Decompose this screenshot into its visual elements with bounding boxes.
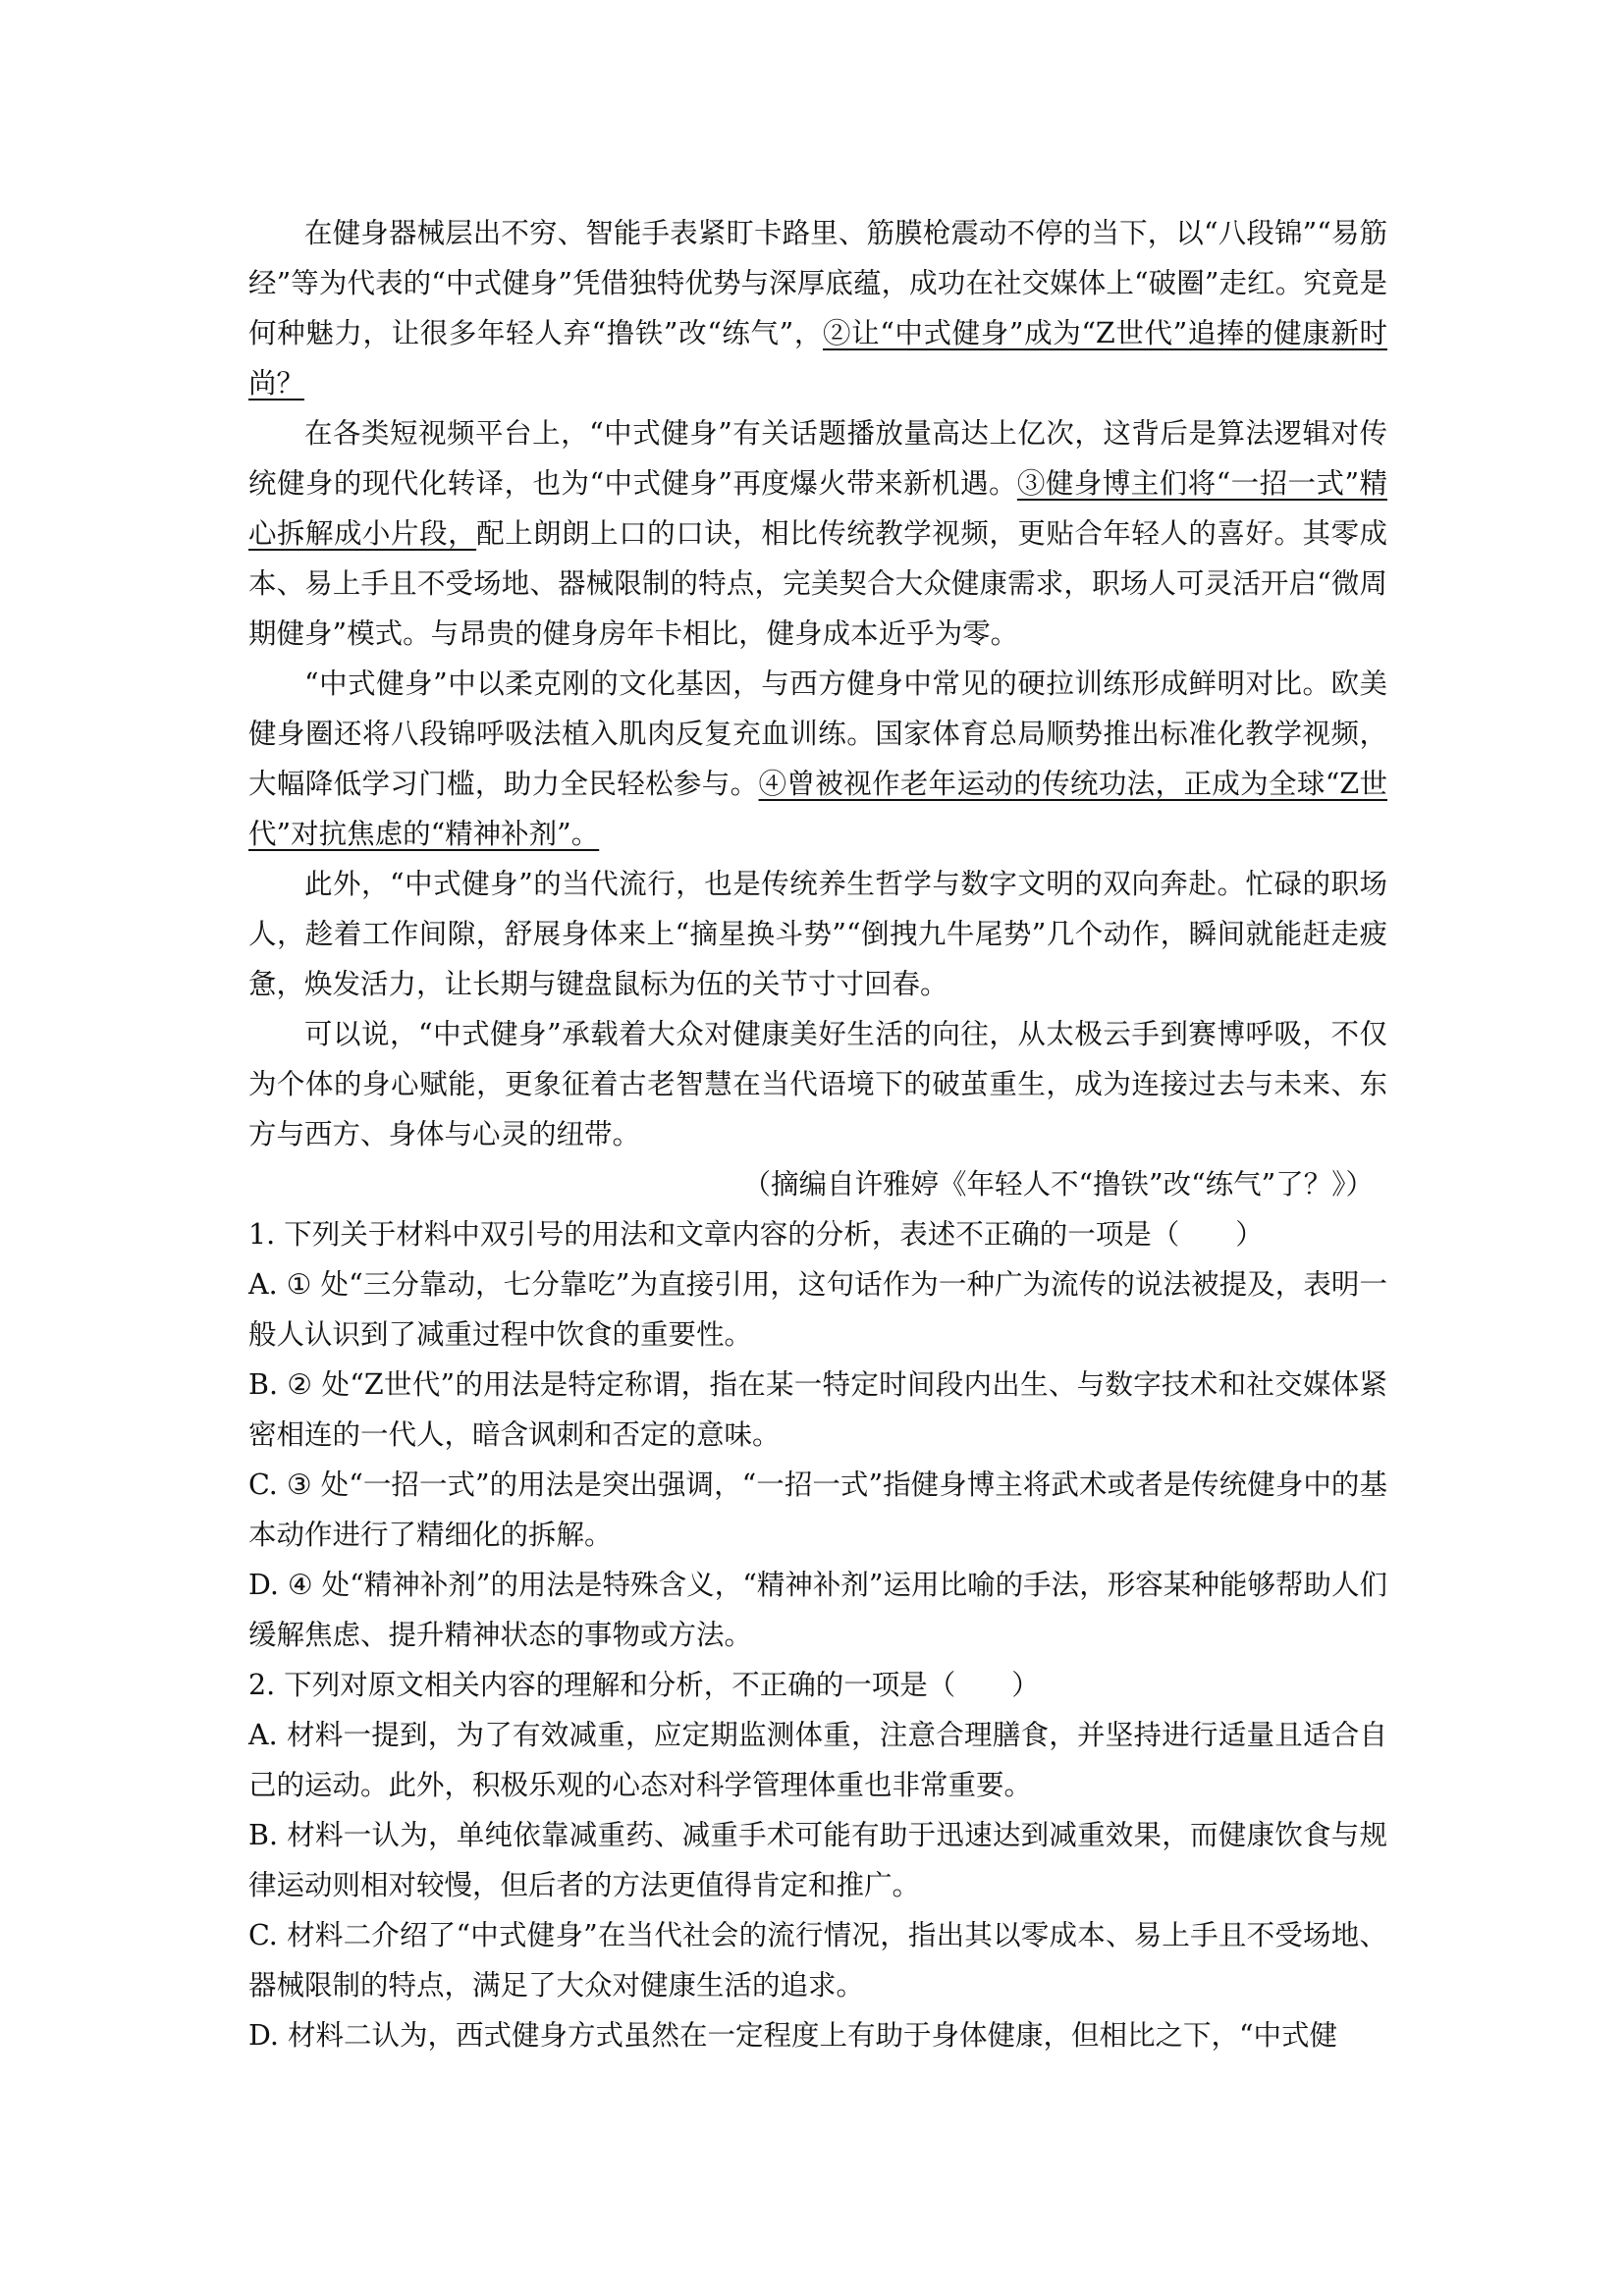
underlined-sentence-4: ④曾被视作老年运动的传统功法，正成为全球“Z世代”对抗焦虑的“精神补剂”。 [248,768,1387,850]
paragraph-text: 配上朗朗上口的口诀，相比传统教学视频，更贴合年轻人的喜好。其零成本、易上手且不受场地、器械限制的特点，完美契合大众健康需求，职场人可灵活开启“微周期健身”模式。与昂贵的健身房年卡相比，健身成本近乎为零。 [248,517,1387,650]
question-2-stem: 2. 下列对原文相关内容的理解和分析，不正确的一项是（ ） [248,1669,1040,1701]
question-2-option-a: A. 材料一提到，为了有效减重，应定期监测体重，注意合理膳食，并坚持进行适量且适合自己的运动。此外，积极乐观的心态对科学管理体重也非常重要。 [248,1719,1387,1801]
article-paragraph-1 [248,208,1387,408]
question-1 [248,1209,1387,1660]
question-2-option-b: B. 材料一认为，单纯依靠减重药、减重手术可能有助于迅速达到减重效果，而健康饮食与规律运动则相对较慢，但后者的方法更值得肯定和推广。 [248,1819,1387,1901]
underlined-sentence-2: ②让“中式健身”成为“Z世代”追捧的健康新时尚？ [248,317,1387,400]
underlined-sentence-3: ③健身博主们将“一招一式”精心拆解成小片段， [248,467,1387,550]
paragraph-text: 在健身器械层出不穷、智能手表紧盯卡路里、筋膜枪震动不停的当下，以“八段锦”“易筋经”等为代表的“中式健身”凭借独特优势与深厚底蕴，成功在社交媒体上“破圈”走红。究竟是何种魅力，让很多年轻人弃“撸铁”改“练气”， [248,217,1387,349]
paragraph-text: “中式健身”中以柔克刚的文化基因，与西方健身中常见的硬拉训练形成鲜明对比。欧美健身圈还将八段锦呼吸法植入肌肉反复充血训练。国家体育总局顺势推出标准化教学视频，大幅降低学习门槛，助力全民轻松参与。 [248,667,1387,800]
source-citation: （摘编自许雅婷《年轻人不“撸铁”改“练气”了？》） [742,1168,1374,1201]
article-paragraph-4: 此外，“中式健身”的当代流行，也是传统养生哲学与数字文明的双向奔赴。忙碌的职场人，趁着工作间隙，舒展身体来上“摘星换斗势”“倒拽九牛尾势”几个动作，瞬间就能赶走疲惫，焕发活力，让长期与键盘鼠标为伍的关节寸寸回春。 [248,868,1387,1000]
question-1-option-a: A. ① 处“三分靠动，七分靠吃”为直接引用，这句话作为一种广为流传的说法被提及，表明一般人认识到了减重过程中饮食的重要性。 [248,1268,1387,1351]
question-1-option-c: C. ③ 处“一招一式”的用法是突出强调，“一招一式”指健身博主将武术或者是传统健身中的基本动作进行了精细化的拆解。 [248,1468,1387,1551]
question-1-option-b: B. ② 处“Z世代”的用法是特定称谓，指在某一特定时间段内出生、与数字技术和社交媒体紧密相连的一代人，暗含讽刺和否定的意味。 [248,1368,1387,1451]
article-paragraph-5: 可以说，“中式健身”承载着大众对健康美好生活的向往，从太极云手到赛博呼吸，不仅为个体的身心赋能，更象征着古老智慧在当代语境下的破茧重生，成为连接过去与未来、东方与西方、身体与心灵的纽带。 [248,1018,1387,1150]
question-1-stem: 1. 下列关于材料中双引号的用法和文章内容的分析，表述不正确的一项是（ ） [248,1218,1264,1251]
paragraph-text: 在各类短视频平台上，“中式健身”有关话题播放量高达上亿次，这背后是算法逻辑对传统健身的现代化转译，也为“中式健身”再度爆火带来新机遇。 [248,417,1387,500]
question-2 [248,1660,1387,2060]
article-paragraph-2 [248,408,1387,659]
question-2-option-d: D. 材料二认为，西式健身方式虽然在一定程度上有助于身体健康，但相比之下，“中式健 [248,2019,1338,2052]
question-1-option-d: D. ④ 处“精神补剂”的用法是特殊含义，“精神补剂”运用比喻的手法，形容某种能够帮助人们缓解焦虑、提升精神状态的事物或方法。 [248,1569,1387,1651]
article-paragraph-3 [248,659,1387,859]
document-page [248,208,1387,2060]
question-2-option-c: C. 材料二介绍了“中式健身”在当代社会的流行情况，指出其以零成本、易上手且不受场地、器械限制的特点，满足了大众对健康生活的追求。 [248,1919,1387,2002]
